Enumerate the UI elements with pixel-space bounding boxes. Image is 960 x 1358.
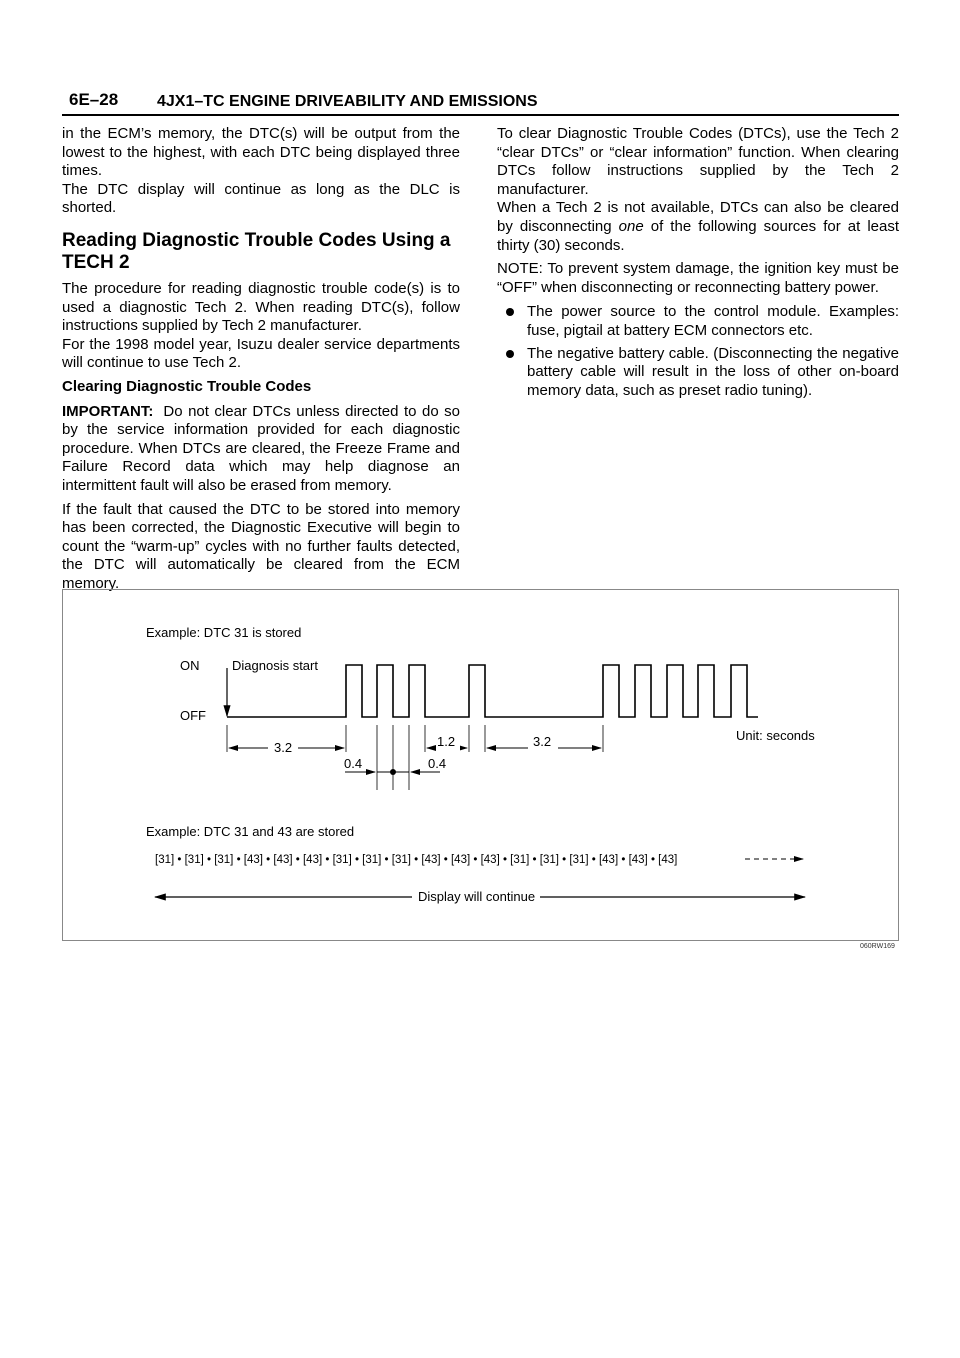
paragraph: To clear Diagnostic Trouble Codes (DTCs), use the Tech 2 “clear DTCs” or “clear information” function. When clearing DTCs follow instructions supplied by the Tech 2 manufacturer. — [497, 125, 899, 198]
dimension-label-0-4: 0.4 — [344, 756, 363, 771]
subheading: Clearing Diagnostic Trouble Codes — [62, 377, 312, 395]
section-heading: Reading Diagnostic Trouble Codes Using a TECH 2 — [62, 229, 451, 273]
dimension-label-1-2: 1.2 — [437, 734, 456, 749]
center-dot-icon — [390, 769, 396, 775]
dimension-label-3-2: 3.2 — [274, 740, 293, 755]
paragraph: The procedure for reading diagnostic trouble code(s) is to used a diagnostic Tech 2. When reading DTC(s), follow instructions supplied by Tech 2 manufacturer. — [62, 279, 460, 335]
dimension-label-0-4: 0.4 — [428, 756, 447, 771]
text-run: of the following sources for at least thirty (30) seconds. — [497, 217, 899, 254]
example2-title: Example: DTC 31 and 43 are stored — [146, 824, 355, 839]
paragraph: The DTC display will continue as long as the DLC is shorted. — [62, 180, 460, 217]
paragraph: For the 1998 model year, Isuzu dealer service departments will continue to use Tech 2. — [62, 335, 460, 372]
list-item-text: The negative battery cable. (Disconnecting the negative battery cable will result in the loss of other on-board memory data, such as preset radio tuning). — [527, 344, 899, 399]
diagnosis-start-label: Diagnosis start — [232, 658, 318, 673]
unit-label: Unit: seconds — [736, 728, 815, 743]
page-title: 4JX1–TC ENGINE DRIVEABILITY AND EMISSIONS — [157, 93, 538, 110]
page-number: 6E–28 — [69, 90, 119, 109]
dtc-sequence: [31] • [31] • [31] • [43] • [43] • [43] • [31] • [31] • [31] • [43] • [43] • [43] • [31] • [31] • [31] • [43] • [43] • [43] — [155, 854, 678, 866]
figure-id: 060RW169 — [860, 943, 895, 950]
important-label: IMPORTANT: — [62, 402, 154, 420]
paragraph: in the ECM’s memory, the DTC(s) will be output from the lowest to the highest, with each DTC being displayed three times. — [62, 125, 460, 180]
paragraph: If the fault that caused the DTC to be stored into memory has been corrected, the Diagnostic Executive will begin to count the “warm-up” cycles with no further faults detected, the DTC will automatically be cleared from the ECM memory. — [62, 500, 460, 592]
example1-title: Example: DTC 31 is stored — [146, 625, 302, 640]
list-item-text: The power source to the control module. Examples: fuse, pigtail at battery ECM connectors etc. — [527, 303, 899, 339]
dimension-label-3-2: 3.2 — [533, 734, 552, 749]
emphasis: one — [618, 217, 644, 235]
important-text: Do not clear DTCs unless directed to do so by the service information provided for each diagnostic procedure. When DTCs are cleared, the Freeze Frame and Failure Record data which may help diagnose an intermittent fault will also be erased from memory. — [62, 402, 460, 494]
note: NOTE: To prevent system damage, the ignition key must be “OFF” when disconnecting or reconnecting battery power. — [497, 260, 899, 296]
text-run: When a Tech 2 is not available, DTCs can also be cleared by disconnecting — [497, 199, 899, 235]
display-continue-label: Display will continue — [418, 889, 536, 904]
on-label: ON — [180, 658, 200, 673]
off-label: OFF — [180, 708, 206, 723]
